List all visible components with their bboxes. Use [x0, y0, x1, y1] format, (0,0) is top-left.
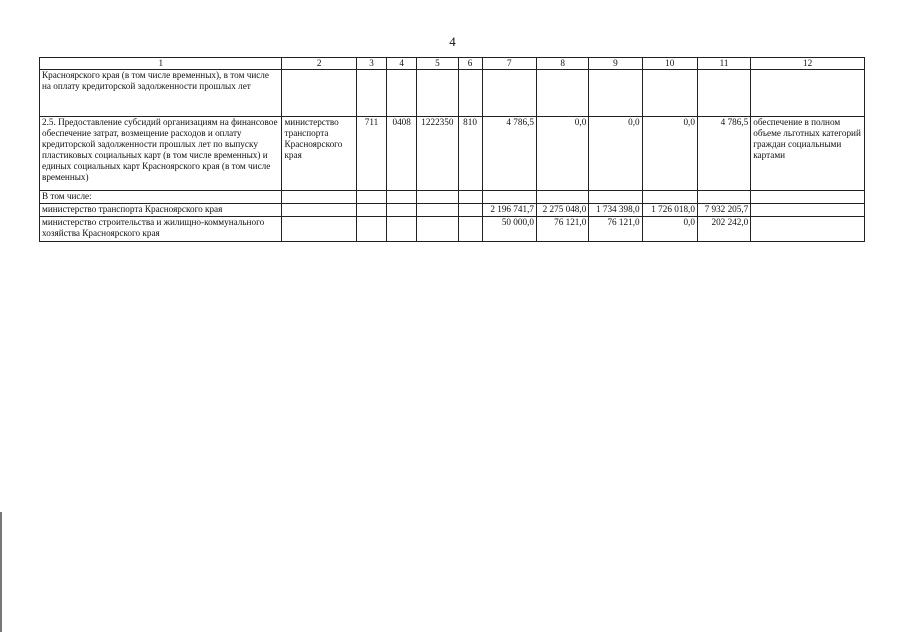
row-result: [751, 217, 865, 242]
column-header: 2: [282, 58, 356, 70]
row-ministry-code: [356, 191, 386, 204]
row-result: обеспечение в полном объеме льготных категорий граждан социальными картами: [751, 117, 865, 191]
row-target-code: 1222350: [417, 117, 458, 191]
row-expense-code: [458, 217, 482, 242]
row-name: министерство строительства и жилищно-коммунального хозяйства Красноярского края: [40, 217, 282, 242]
row-value-9: [589, 191, 642, 204]
row-value-9: 1 734 398,0: [589, 204, 642, 217]
column-number-row: [40, 58, 865, 70]
row-value-7: 50 000,0: [482, 217, 536, 242]
column-header: 6: [458, 58, 482, 70]
row-name: 2.5. Предоставление субсидий организациям на финансовое обеспечение затрат, возмещение расходов и оплату кредиторской задолженности прошлых лет по выпуску пластиковых социальных карт (в том числе временных) и единых социальных карт Красноярского края (в том числе временных): [40, 117, 282, 191]
column-header: 5: [417, 58, 458, 70]
row-value-11: 202 242,0: [697, 217, 750, 242]
column-header: 12: [751, 58, 865, 70]
column-header: 11: [697, 58, 750, 70]
row-value-10: 1 726 018,0: [642, 204, 697, 217]
table-row: [40, 204, 865, 217]
row-value-8: 0,0: [536, 117, 588, 191]
column-header: 3: [356, 58, 386, 70]
row-name: В том числе:: [40, 191, 282, 204]
row-value-11: [697, 191, 750, 204]
table-row: [40, 117, 865, 191]
row-ministry-code: 711: [356, 117, 386, 191]
row-value-7: 2 196 741,7: [482, 204, 536, 217]
column-header: 1: [40, 58, 282, 70]
row-executor: министерство транспорта Красноярского края: [282, 117, 356, 191]
row-expense-code: [458, 70, 482, 117]
row-section-code: [387, 217, 417, 242]
row-ministry-code: [356, 70, 386, 117]
row-target-code: [417, 217, 458, 242]
row-value-7: [482, 70, 536, 117]
page-number: 4: [449, 34, 456, 49]
row-expense-code: [458, 204, 482, 217]
table-row: [40, 70, 865, 117]
row-expense-code: 810: [458, 117, 482, 191]
row-name: министерство транспорта Красноярского края: [40, 204, 282, 217]
row-value-11: 4 786,5: [697, 117, 750, 191]
table-row: [40, 217, 865, 242]
row-value-11: [697, 70, 750, 117]
row-value-9: 0,0: [589, 117, 642, 191]
row-section-code: [387, 191, 417, 204]
row-result: [751, 191, 865, 204]
row-value-11: 7 932 205,7: [697, 204, 750, 217]
row-value-8: 2 275 048,0: [536, 204, 588, 217]
row-ministry-code: [356, 204, 386, 217]
row-value-8: [536, 191, 588, 204]
row-value-10: [642, 70, 697, 117]
row-value-8: 76 121,0: [536, 217, 588, 242]
row-executor: [282, 217, 356, 242]
row-result: [751, 70, 865, 117]
row-section-code: [387, 204, 417, 217]
row-section-code: 0408: [387, 117, 417, 191]
row-value-10: 0,0: [642, 217, 697, 242]
row-section-code: [387, 70, 417, 117]
row-executor: [282, 191, 356, 204]
table-row: [40, 191, 865, 204]
row-target-code: [417, 204, 458, 217]
row-target-code: [417, 191, 458, 204]
budget-table: [39, 57, 865, 242]
row-expense-code: [458, 191, 482, 204]
row-executor: [282, 70, 356, 117]
row-value-9: [589, 70, 642, 117]
row-name: Красноярского края (в том числе временных), в том числе на оплату кредиторской задолженности прошлых лет: [40, 70, 282, 117]
column-header: 7: [482, 58, 536, 70]
scan-edge-mark: [0, 512, 2, 632]
row-ministry-code: [356, 217, 386, 242]
row-value-9: 76 121,0: [589, 217, 642, 242]
column-header: 9: [589, 58, 642, 70]
row-value-10: [642, 191, 697, 204]
column-header: 10: [642, 58, 697, 70]
column-header: 4: [387, 58, 417, 70]
row-target-code: [417, 70, 458, 117]
row-value-10: 0,0: [642, 117, 697, 191]
row-value-7: [482, 191, 536, 204]
column-header: 8: [536, 58, 588, 70]
row-result: [751, 204, 865, 217]
row-executor: [282, 204, 356, 217]
row-value-7: 4 786,5: [482, 117, 536, 191]
row-value-8: [536, 70, 588, 117]
